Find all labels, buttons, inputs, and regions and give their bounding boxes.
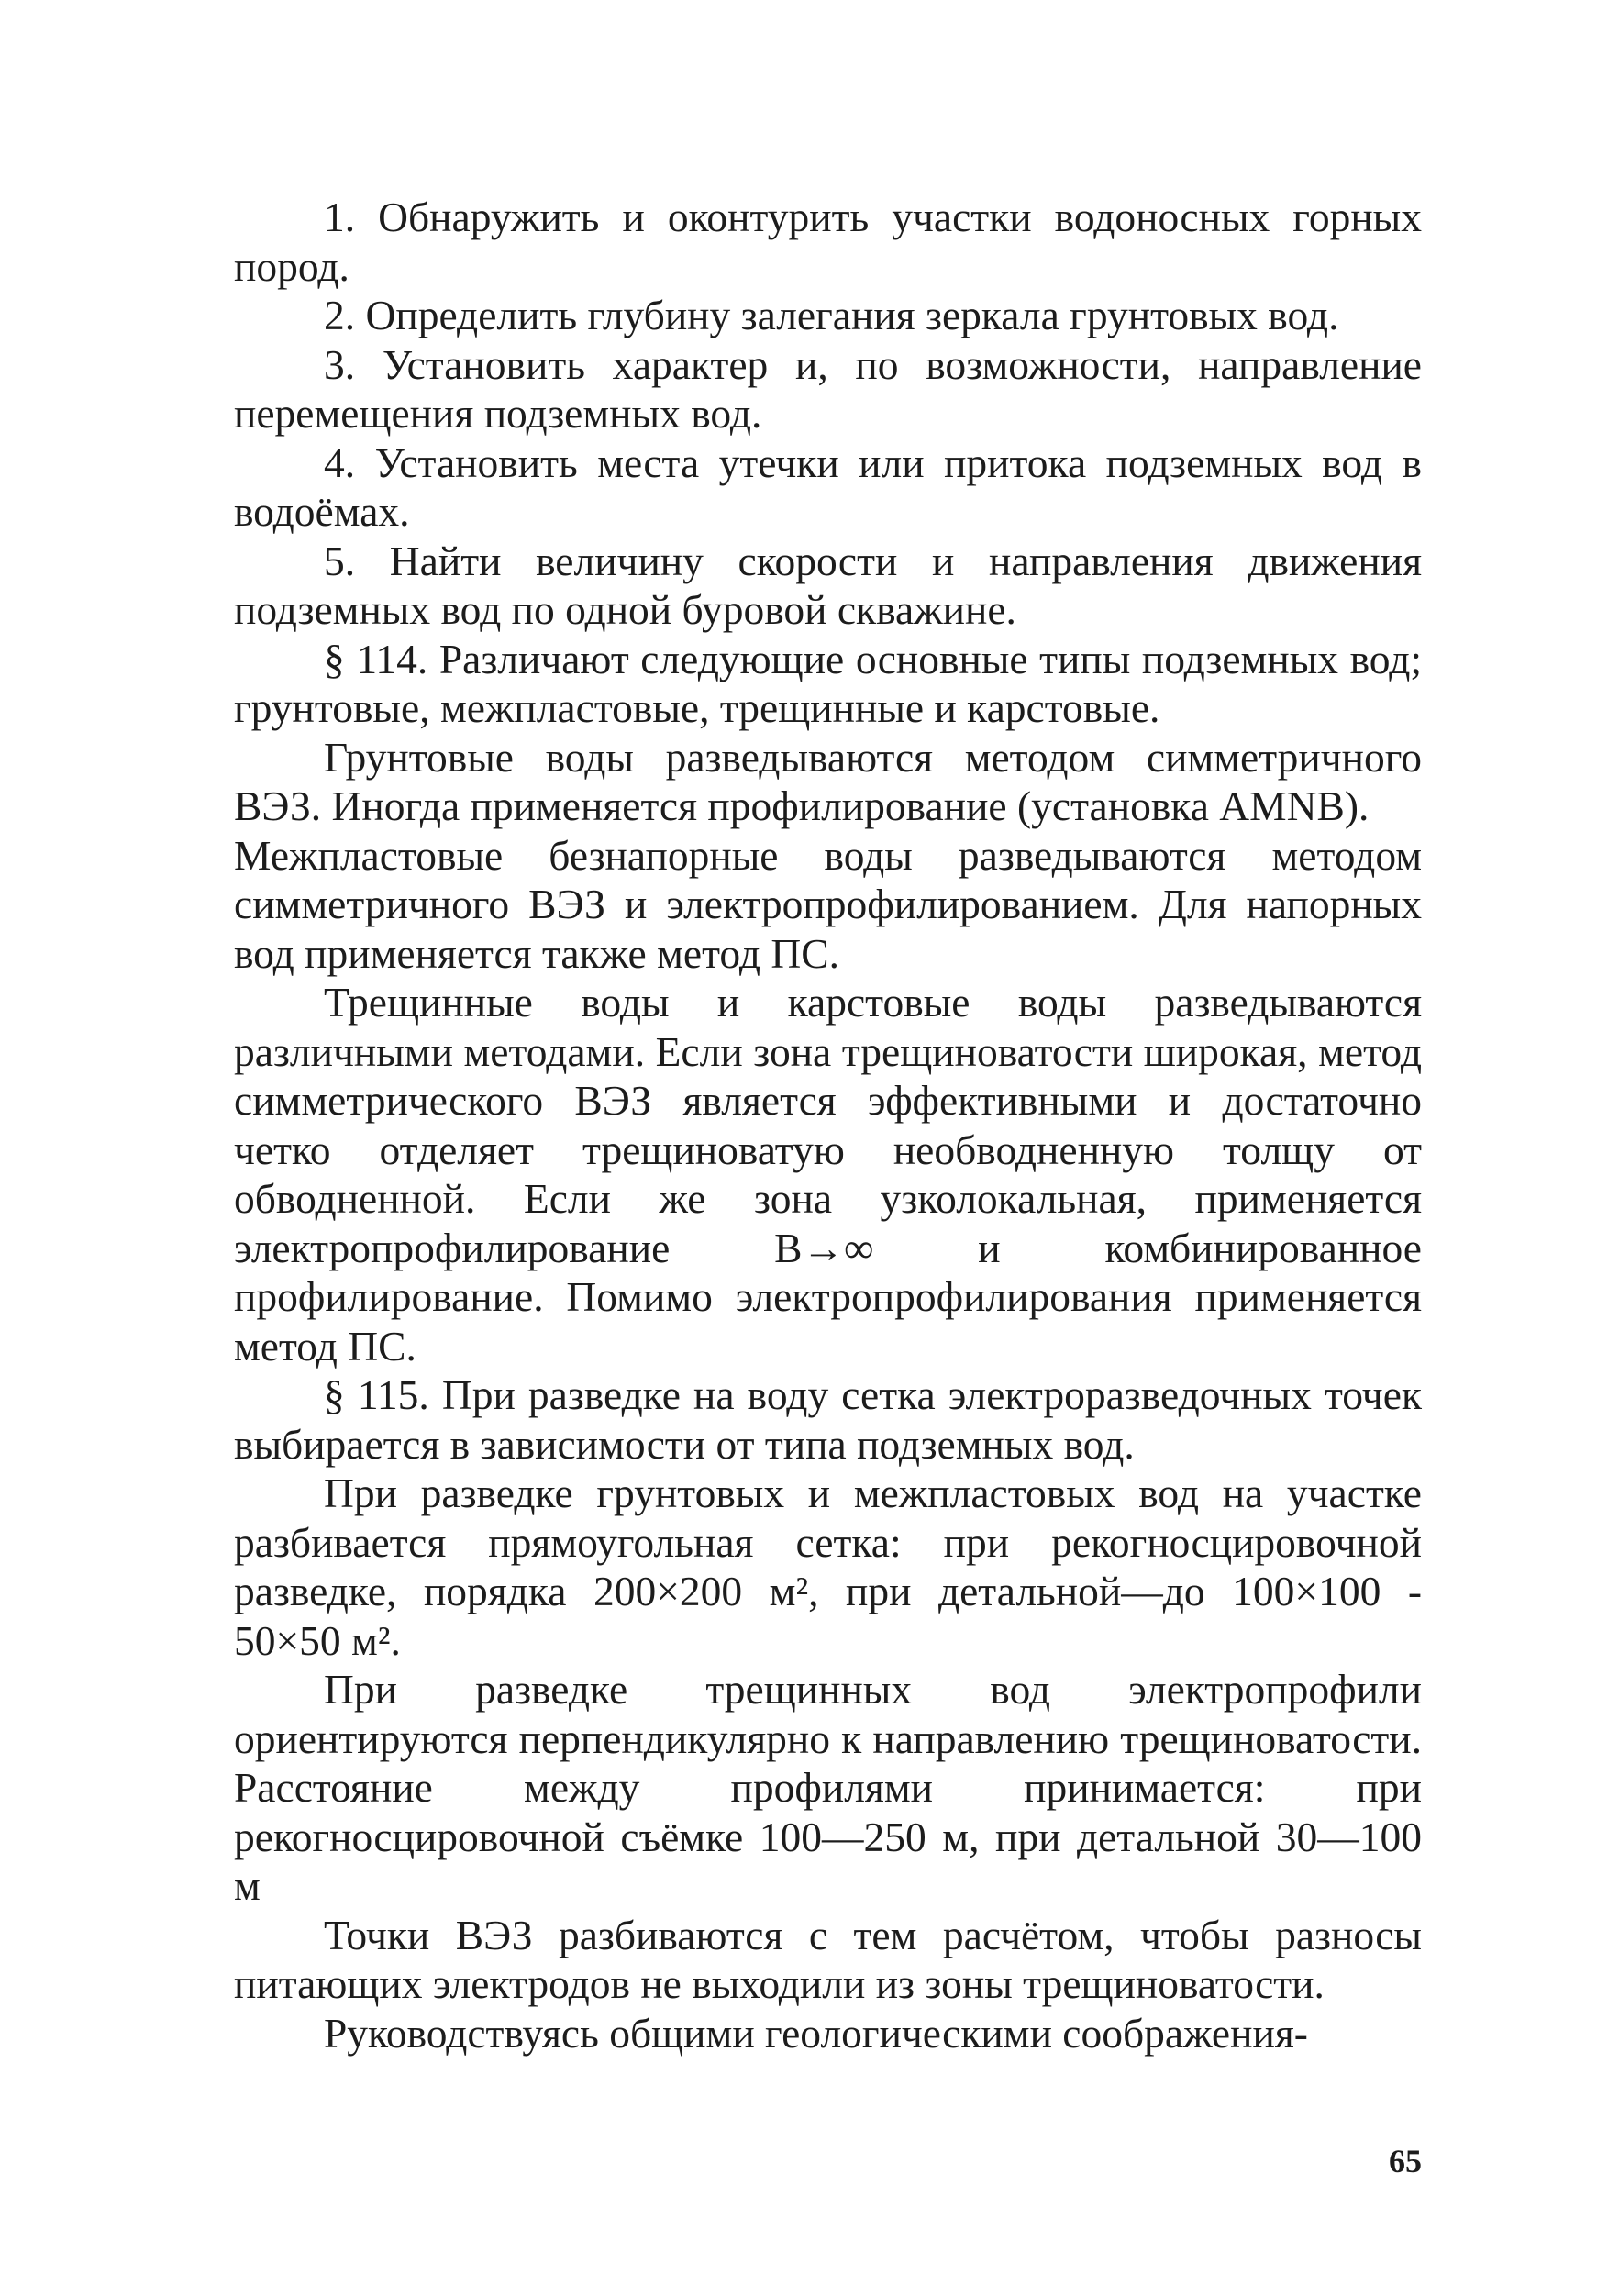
profile-orientation-paragraph: При разведке трещинных вод электропрофили ориентируются перпендикулярно к направлению трещиноватости. Расстояние между профилями принимается: при рекогносцировочной съёмке 100—250 м, при детальной 30—100 м (234, 1666, 1422, 1909)
list-item-5: 5. Найти величину скорости и направления движения подземных вод по одной буровой скважине. (234, 537, 1422, 633)
section-115-paragraph: § 115. При разведке на воду сетка электроразведочных точек выбирается в зависимости от типа подземных вод. (234, 1371, 1422, 1468)
closing-paragraph: Руководствуясь общими геологическими соображения- (324, 2009, 1308, 2057)
fracture-karst-water-paragraph: Трещинные воды и карстовые воды разведываются различными методами. Если зона трещиноватости широкая, метод симметрического ВЭЗ является эффективными и достаточно четко отделяет трещиноватую необводненную толщу от обводненной. Если же зона узколокальная, применяется электропрофилирование В→∞ и комбинированное профилирование. Помимо электропрофилирования применяется метод ПС. (234, 979, 1422, 1370)
groundwater-paragraph: Грунтовые воды разведываются методом симметричного ВЭЗ. Иногда применяется профилирование (установка AMNB). (234, 733, 1422, 829)
page-number: 65 (1389, 2143, 1422, 2180)
list-item-2: 2. Определить глубину залегания зеркала грунтовых вод. (324, 292, 1339, 338)
list-item-3: 3. Установить характер и, по возможности, направление перемещения подземных вод. (234, 340, 1422, 437)
list-item-4: 4. Установить места утечки или притока подземных вод в водоёмах. (234, 438, 1422, 535)
page-body (234, 193, 1422, 2058)
grid-spacing-paragraph: При разведке грунтовых и межпластовых вод на участке разбивается прямоугольная сетка: при рекогносцировочной разведке, порядка 200×200 м², при детальной—до 100×100 - 50×50 м². (234, 1470, 1422, 1664)
list-item-1: 1. Обнаружить и оконтурить участки водоносных горных пород. (234, 194, 1422, 290)
ves-points-paragraph: Точки ВЭЗ разбиваются с тем расчётом, чтобы разносы питающих электродов не выходили из зоны трещиноватости. (234, 1911, 1422, 2007)
section-114-paragraph: § 114. Различают следующие основные типы подземных вод; грунтовые, межпластовые, трещинные и карстовые. (234, 635, 1422, 731)
interstratal-water-paragraph: Межпластовые безнапорные воды разведываются методом симметричного ВЭЗ и электропрофилированием. Для напорных вод применяется также метод ПС. (234, 831, 1422, 977)
